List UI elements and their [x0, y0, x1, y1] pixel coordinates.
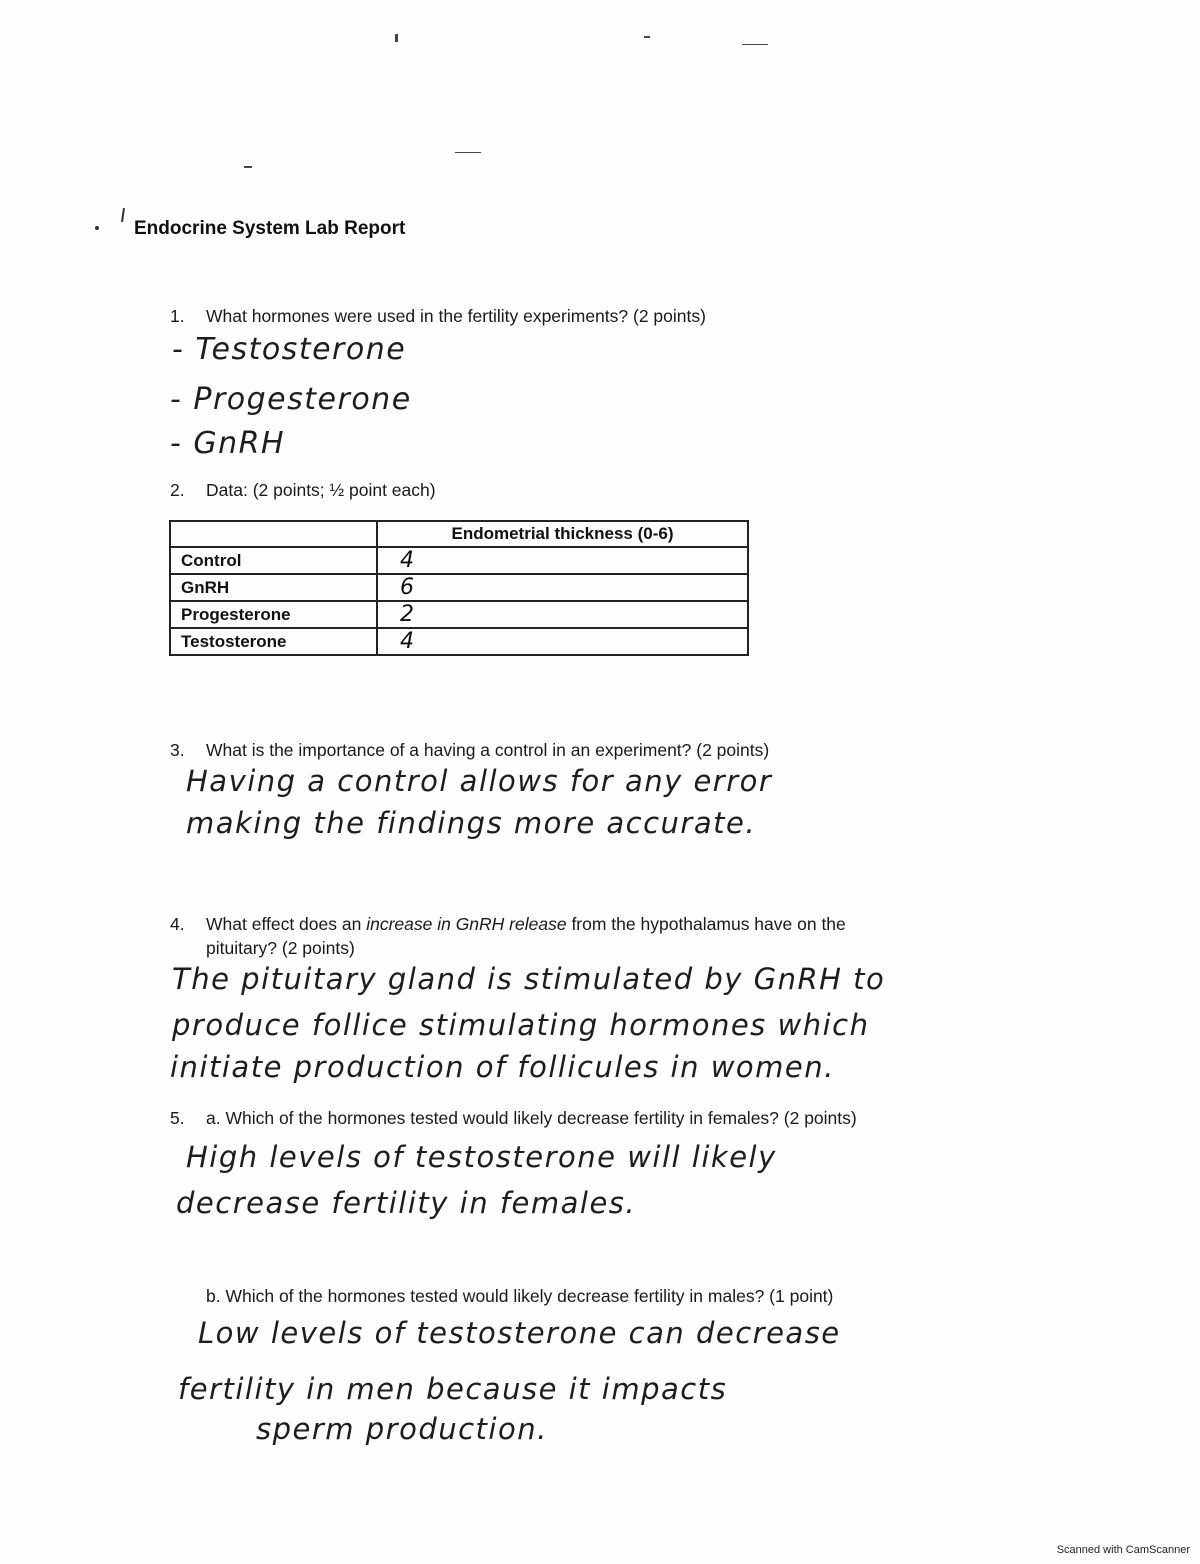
- table-row-value: 4: [377, 547, 748, 574]
- question-number: 3.: [170, 740, 185, 760]
- question-text: What effect does an: [206, 914, 367, 934]
- question-text-emphasis: increase in GnRH release: [366, 914, 567, 934]
- question-4: [170, 914, 846, 935]
- answer-4-line-3: initiate production of follicules in women.: [170, 1050, 835, 1084]
- table-header-empty: [170, 521, 377, 547]
- answer-1-line-1: - Testosterone: [172, 332, 407, 367]
- answer-5a-line-2: decrease fertility in females.: [176, 1186, 637, 1220]
- scan-artifact: [121, 208, 125, 222]
- table-row-label: Testosterone: [170, 628, 377, 655]
- table-row: [170, 574, 748, 601]
- question-number: 2.: [170, 480, 185, 500]
- scan-artifact: [395, 34, 398, 42]
- page-title: Endocrine System Lab Report: [134, 218, 406, 239]
- scan-artifact: [644, 36, 650, 38]
- scan-artifact: [455, 152, 481, 153]
- answer-3-line-2: making the findings more accurate.: [186, 806, 757, 840]
- question-5b: b. Which of the hormones tested would likely decrease fertility in males? (1 point): [206, 1286, 834, 1306]
- question-3: [170, 740, 769, 761]
- table-row-value: 6: [377, 574, 748, 601]
- answer-3-line-1: Having a control allows for any error: [186, 764, 773, 798]
- table-row-value: 2: [377, 601, 748, 628]
- question-number: 1.: [170, 306, 185, 326]
- answer-5a-line-1: High levels of testosterone will likely: [186, 1140, 777, 1174]
- question-text: a. Which of the hormones tested would likely decrease fertility in females? (2 points): [206, 1108, 857, 1128]
- question-text: Data: (2 points; ½ point each): [206, 480, 436, 500]
- scan-artifact: [742, 44, 768, 45]
- table-row: [170, 547, 748, 574]
- question-number: 4.: [170, 914, 185, 934]
- answer-4-line-2: produce follice stimulating hormones which: [172, 1008, 870, 1042]
- table-row-value: 4: [377, 628, 748, 655]
- question-5a: [170, 1108, 857, 1129]
- question-text: from the hypothalamus have on the: [566, 914, 846, 934]
- answer-1-line-2: - Progesterone: [170, 382, 412, 417]
- answer-5b-line-2: fertility in men because it impacts: [178, 1372, 728, 1406]
- table-header-cell: Endometrial thickness (0-6): [377, 521, 748, 547]
- answer-1-line-3: - GnRH: [170, 426, 286, 461]
- table-row: [170, 601, 748, 628]
- question-text: What is the importance of a having a control in an experiment? (2 points): [206, 740, 770, 760]
- question-2: [170, 480, 436, 501]
- answer-5b-line-3: sperm production.: [256, 1412, 548, 1446]
- table-row-label: Control: [170, 547, 377, 574]
- table-row-label: GnRH: [170, 574, 377, 601]
- question-4-line-2: pituitary? (2 points): [206, 938, 355, 958]
- scan-artifact: [95, 226, 99, 230]
- question-number: 5.: [170, 1108, 185, 1128]
- question-1: [170, 306, 706, 327]
- answer-5b-line-1: Low levels of testosterone can decrease: [198, 1316, 841, 1350]
- table-row: [170, 628, 748, 655]
- question-text: What hormones were used in the fertility experiments? (2 points): [206, 306, 706, 326]
- scan-artifact: [244, 166, 252, 168]
- table-header-row: [170, 521, 748, 547]
- data-table: [169, 520, 749, 656]
- scanner-watermark: Scanned with CamScanner: [1056, 1544, 1190, 1556]
- table-row-label: Progesterone: [170, 601, 377, 628]
- answer-4-line-1: The pituitary gland is stimulated by GnRH to: [172, 962, 886, 996]
